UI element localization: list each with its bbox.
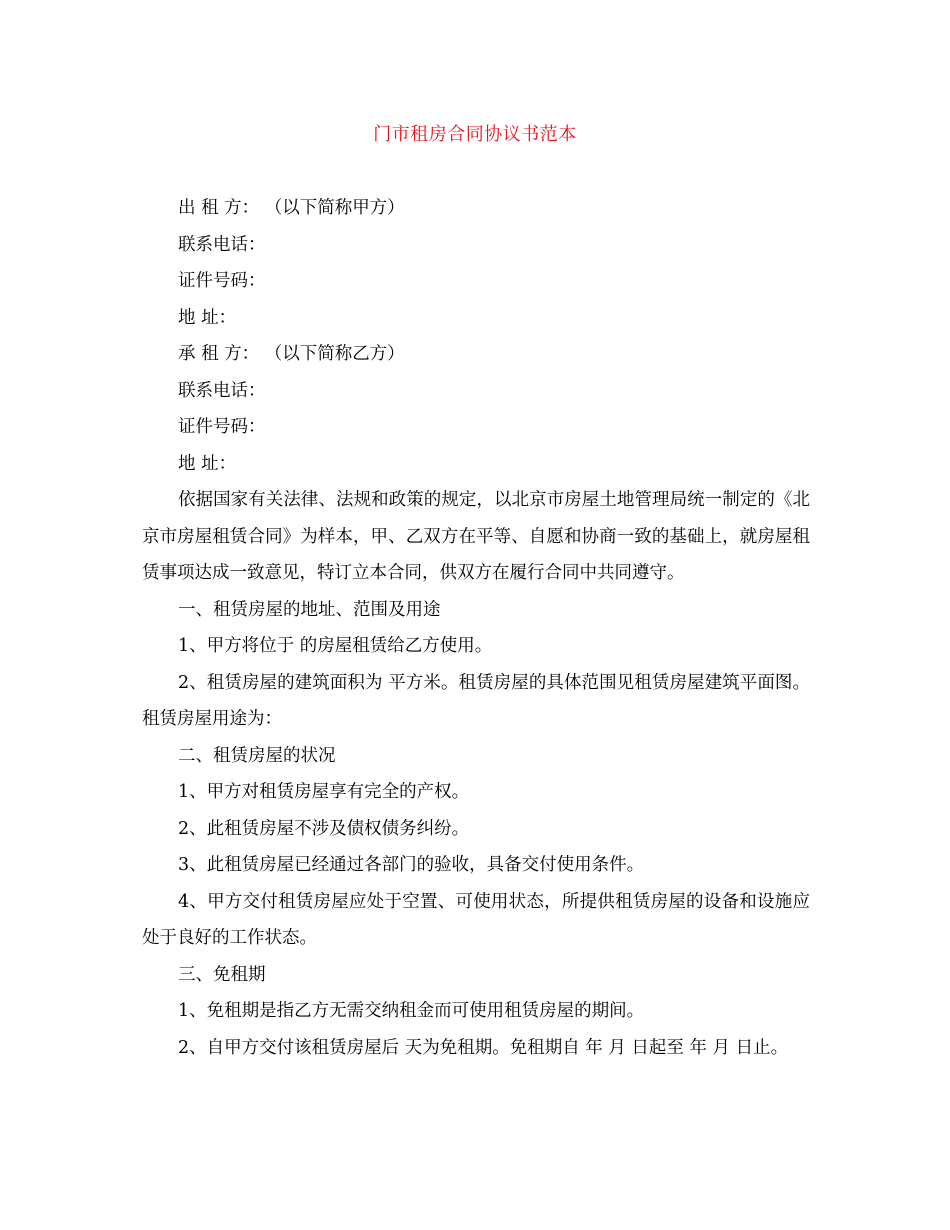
clause-paragraph: 1、甲方将位于 的房屋租赁给乙方使用。 xyxy=(178,636,493,656)
document-body xyxy=(142,190,810,1066)
section-heading: 一、租赁房屋的地址、范围及用途 xyxy=(178,599,441,620)
clause-paragraph: 1、甲方对租赁房屋享有完全的产权。 xyxy=(178,782,470,802)
clause-paragraph: 2、自甲方交付该租赁房屋后 天为免租期。免租期自 年 月 日起至 年 月 日止。 xyxy=(178,1037,789,1058)
clause-paragraph: 4、甲方交付租赁房屋应处于空置、可使用状态，所提供租赁房屋的设备和设施应处于良好的工作状态。 xyxy=(142,891,810,948)
lessee-id-field: 证件号码： xyxy=(178,417,266,437)
lessee-label: 承 租 方： （以下简称乙方） xyxy=(178,344,405,364)
section-heading: 三、免租期 xyxy=(178,964,266,985)
lessee-phone-field: 联系电话： xyxy=(178,380,266,401)
lessor-phone-field: 联系电话： xyxy=(178,234,266,255)
lessor-label: 出 租 方： （以下简称甲方） xyxy=(178,198,405,218)
lessor-id-field: 证件号码： xyxy=(178,271,266,291)
section-heading: 二、租赁房屋的状况 xyxy=(178,745,336,766)
document-title: 门市租房合同协议书范本 xyxy=(373,124,577,145)
clause-paragraph: 2、租赁房屋的建筑面积为 平方米。租赁房屋的具体范围见租赁房屋建筑平面图。租赁房屋用途为： xyxy=(142,672,810,729)
clause-paragraph: 1、免租期是指乙方无需交纳租金而可使用租赁房屋的期间。 xyxy=(178,1001,645,1021)
clause-paragraph: 2、此租赁房屋不涉及债权债务纠纷。 xyxy=(178,818,470,839)
lessee-address-field: 地 址： xyxy=(178,453,237,474)
lessor-address-field: 地 址： xyxy=(178,307,237,328)
clause-paragraph: 3、此租赁房屋已经通过各部门的验收，具备交付使用条件。 xyxy=(178,855,645,875)
preamble-paragraph: 依据国家有关法律、法规和政策的规定，以北京市房屋土地管理局统一制定的《北京市房屋租赁合同》为样本，甲、乙双方在平等、自愿和协商一致的基础上，就房屋租赁事项达成一致意见，特订立本合同，供双方在履行合同中共同遵守。 xyxy=(142,490,810,583)
